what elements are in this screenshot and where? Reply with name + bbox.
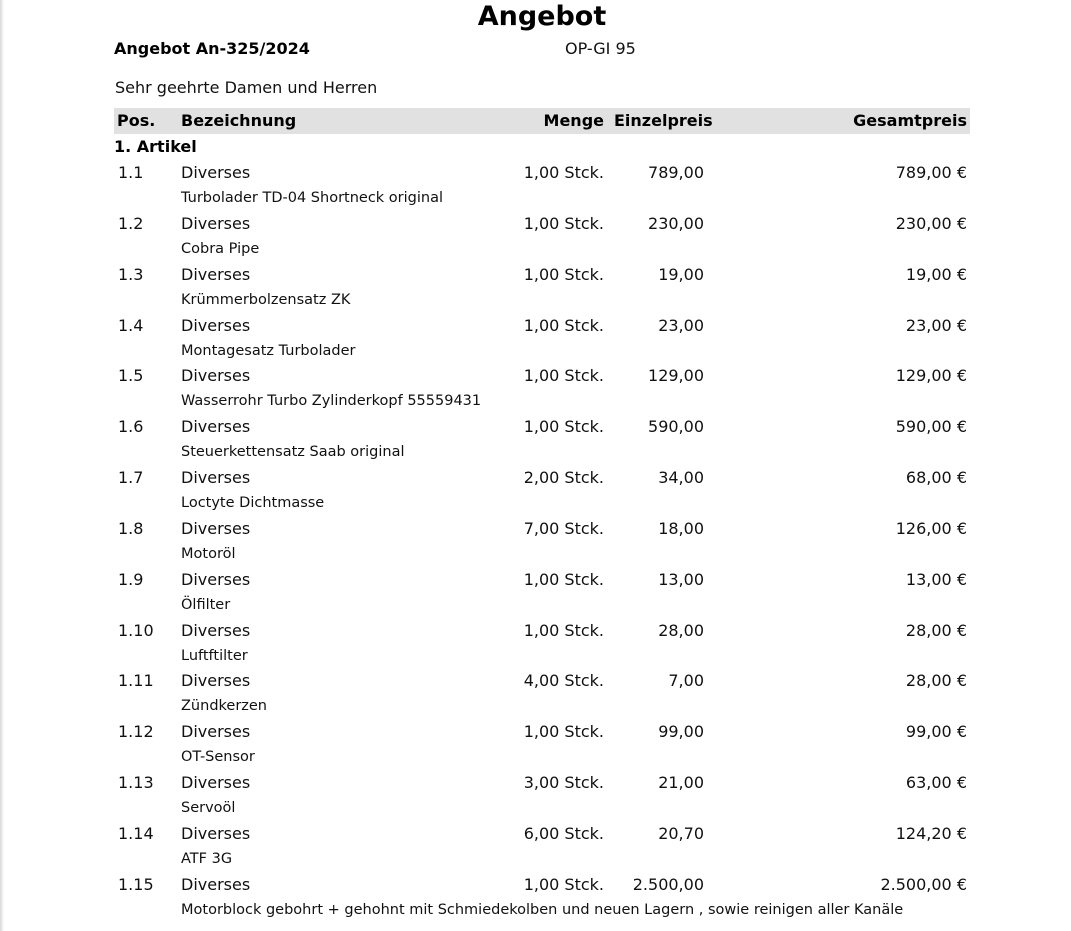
row-quantity: 1,00 Stck. <box>523 874 604 894</box>
row-pos: 1.5 <box>118 366 144 386</box>
row-type: Diverses <box>181 163 251 182</box>
row-unit-price: 129,00 <box>648 366 704 386</box>
row-description: Krümmerbolzensatz ZK <box>181 291 351 308</box>
row-unit-price: 21,00 <box>658 773 704 793</box>
table-row <box>114 518 970 569</box>
row-quantity: 1,00 Stck. <box>523 264 604 284</box>
row-description: Montagesatz Turbolader <box>181 342 356 359</box>
row-quantity: 3,00 Stck. <box>523 773 604 793</box>
row-type: Diverses <box>181 518 251 538</box>
row-pos: 1.14 <box>118 823 154 843</box>
row-description: ATF 3G <box>181 850 233 867</box>
reference-code: OP-GI 95 <box>565 39 636 58</box>
row-unit-price: 789,00 <box>648 163 704 182</box>
row-pos: 1.7 <box>118 468 144 488</box>
row-pos: 1.11 <box>118 671 154 691</box>
row-type: Diverses <box>181 213 251 233</box>
row-unit-price: 28,00 <box>658 620 704 640</box>
table-row <box>114 721 970 772</box>
row-total-price: 230,00 € <box>895 213 967 233</box>
row-pos: 1.12 <box>118 722 154 742</box>
row-description: Loctyte Dichtmasse <box>181 495 325 512</box>
row-quantity: 1,00 Stck. <box>523 366 604 386</box>
row-total-price: 19,00 € <box>905 264 967 284</box>
row-total-price: 28,00 € <box>905 671 967 691</box>
row-pos: 1.9 <box>118 569 144 589</box>
table-row <box>114 315 970 366</box>
row-pos: 1.10 <box>118 620 154 640</box>
row-unit-price: 230,00 <box>648 213 704 233</box>
table-row <box>114 365 970 416</box>
table-row <box>114 213 970 264</box>
salutation: Sehr geehrte Damen und Herren <box>115 78 378 97</box>
row-quantity: 2,00 Stck. <box>523 468 604 488</box>
row-type: Diverses <box>181 722 251 742</box>
row-pos: 1.6 <box>118 417 144 437</box>
column-header-gesamtpreis: Gesamtpreis <box>853 111 967 130</box>
row-pos: 1.3 <box>118 264 144 284</box>
row-description: OT-Sensor <box>181 749 255 766</box>
table-row <box>114 620 970 671</box>
row-pos: 1.13 <box>118 773 154 793</box>
table-row <box>114 416 970 467</box>
offer-number: Angebot An-325/2024 <box>114 39 310 58</box>
row-total-price: 124,20 € <box>895 823 967 843</box>
row-pos: 1.1 <box>118 163 144 182</box>
row-type: Diverses <box>181 264 251 284</box>
row-pos: 1.4 <box>118 315 144 335</box>
row-type: Diverses <box>181 620 251 640</box>
column-header-einzelpreis: Einzelpreis <box>614 111 713 130</box>
row-total-price: 63,00 € <box>905 773 967 793</box>
row-unit-price: 34,00 <box>658 468 704 488</box>
row-total-price: 13,00 € <box>905 569 967 589</box>
row-unit-price: 13,00 <box>658 569 704 589</box>
row-description: Motorblock gebohrt + gehohnt mit Schmiedekolben und neuen Lagern , sowie reinigen aller Kanäle <box>181 901 904 918</box>
row-total-price: 99,00 € <box>905 722 967 742</box>
row-unit-price: 18,00 <box>658 518 704 538</box>
row-unit-price: 19,00 <box>658 264 704 284</box>
row-type: Diverses <box>181 773 251 793</box>
row-unit-price: 23,00 <box>658 315 704 335</box>
row-type: Diverses <box>181 417 251 437</box>
row-description: Ölfilter <box>181 596 231 613</box>
table-row <box>114 670 970 721</box>
row-total-price: 126,00 € <box>895 518 967 538</box>
row-quantity: 6,00 Stck. <box>523 823 604 843</box>
row-description: Wasserrohr Turbo Zylinderkopf 55559431 <box>181 393 482 410</box>
row-description: Steuerkettensatz Saab original <box>181 444 405 461</box>
table-row <box>114 264 970 315</box>
page-edge-shadow <box>0 0 4 931</box>
row-unit-price: 7,00 <box>668 671 704 691</box>
row-total-price: 129,00 € <box>895 366 967 386</box>
row-unit-price: 590,00 <box>648 417 704 437</box>
row-type: Diverses <box>181 569 251 589</box>
table-header <box>114 108 970 134</box>
row-total-price: 789,00 € <box>895 163 967 182</box>
section-title: 1. Artikel <box>114 137 197 156</box>
row-quantity: 1,00 Stck. <box>523 315 604 335</box>
table-row <box>114 772 970 823</box>
row-type: Diverses <box>181 315 251 335</box>
row-pos: 1.2 <box>118 213 144 233</box>
row-type: Diverses <box>181 874 251 894</box>
row-total-price: 2.500,00 € <box>880 874 967 894</box>
row-unit-price: 20,70 <box>658 823 704 843</box>
row-total-price: 68,00 € <box>905 468 967 488</box>
column-header-pos: Pos. <box>117 111 156 130</box>
row-description: Motoröl <box>181 545 236 562</box>
row-quantity: 4,00 Stck. <box>523 671 604 691</box>
row-type: Diverses <box>181 823 251 843</box>
row-description: Zündkerzen <box>181 698 268 715</box>
table-row <box>114 467 970 518</box>
row-quantity: 1,00 Stck. <box>523 163 604 182</box>
document-title: Angebot <box>477 1 607 32</box>
row-type: Diverses <box>181 671 251 691</box>
row-pos: 1.8 <box>118 518 144 538</box>
row-description: Servoöl <box>181 800 236 817</box>
row-quantity: 1,00 Stck. <box>523 417 604 437</box>
table-row <box>114 874 970 925</box>
row-total-price: 23,00 € <box>905 315 967 335</box>
row-unit-price: 2.500,00 <box>632 874 704 894</box>
row-type: Diverses <box>181 468 251 488</box>
row-quantity: 1,00 Stck. <box>523 213 604 233</box>
row-unit-price: 99,00 <box>658 722 704 742</box>
row-description: Turbolader TD-04 Shortneck original <box>181 190 444 206</box>
table-row <box>114 569 970 620</box>
row-type: Diverses <box>181 366 251 386</box>
row-total-price: 590,00 € <box>895 417 967 437</box>
row-quantity: 1,00 Stck. <box>523 722 604 742</box>
row-quantity: 1,00 Stck. <box>523 620 604 640</box>
row-description: Cobra Pipe <box>181 240 260 257</box>
table-body <box>114 162 970 925</box>
row-description: Luftftilter <box>181 647 248 664</box>
row-quantity: 7,00 Stck. <box>523 518 604 538</box>
table-row <box>114 823 970 874</box>
row-pos: 1.15 <box>118 874 154 894</box>
table-row <box>114 162 970 213</box>
row-total-price: 28,00 € <box>905 620 967 640</box>
row-quantity: 1,00 Stck. <box>523 569 604 589</box>
column-header-menge: Menge <box>543 111 604 130</box>
column-header-bezeichnung: Bezeichnung <box>181 111 297 130</box>
